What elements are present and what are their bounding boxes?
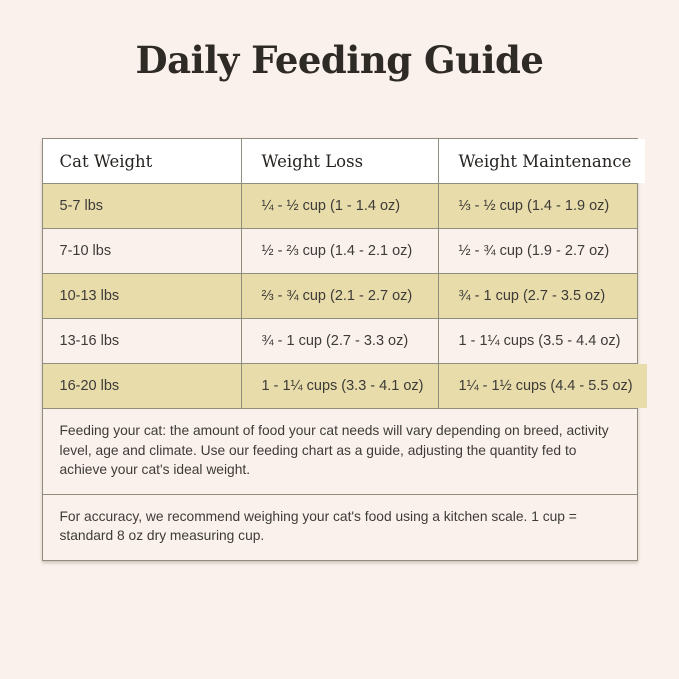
cell-cat-weight: 16-20 lbs bbox=[43, 364, 242, 408]
table-row bbox=[43, 364, 637, 409]
column-header-weight-loss: Weight Loss bbox=[242, 139, 439, 183]
feeding-table bbox=[42, 138, 638, 561]
cell-weight-maintenance: ⅓ - ½ cup (1.4 - 1.9 oz) bbox=[439, 184, 637, 228]
cell-weight-loss: ¾ - 1 cup (2.7 - 3.3 oz) bbox=[242, 319, 439, 363]
cell-weight-loss: ¼ - ½ cup (1 - 1.4 oz) bbox=[242, 184, 439, 228]
measuring-accuracy-note: For accuracy, we recommend weighing your cat's food using a kitchen scale. 1 cup = standard 8 oz dry measuring cup. bbox=[43, 494, 637, 560]
column-header-weight-maintenance: Weight Maintenance bbox=[439, 139, 646, 183]
cell-cat-weight: 7-10 lbs bbox=[43, 229, 242, 273]
table-header-row bbox=[43, 139, 637, 184]
cell-cat-weight: 5-7 lbs bbox=[43, 184, 242, 228]
cell-weight-loss: ⅔ - ¾ cup (2.1 - 2.7 oz) bbox=[242, 274, 439, 318]
cell-weight-loss: 1 - 1¼ cups (3.3 - 4.1 oz) bbox=[242, 364, 439, 408]
cell-weight-maintenance: ½ - ¾ cup (1.9 - 2.7 oz) bbox=[439, 229, 637, 273]
table-row bbox=[43, 229, 637, 274]
cell-weight-maintenance: 1¼ - 1½ cups (4.4 - 5.5 oz) bbox=[439, 364, 647, 408]
page-title: Daily Feeding Guide bbox=[135, 38, 544, 82]
feeding-advice-note: Feeding your cat: the amount of food your cat needs will vary depending on breed, activity level, age and climate. Use our feeding chart as a guide, adjusting the quantity fed to achieve your cat's ideal weight. bbox=[43, 409, 637, 494]
table-row bbox=[43, 319, 637, 364]
cell-cat-weight: 10-13 lbs bbox=[43, 274, 242, 318]
cell-weight-maintenance: 1 - 1¼ cups (3.5 - 4.4 oz) bbox=[439, 319, 637, 363]
cell-weight-loss: ½ - ⅔ cup (1.4 - 2.1 oz) bbox=[242, 229, 439, 273]
table-row bbox=[43, 184, 637, 229]
table-row bbox=[43, 274, 637, 319]
cell-weight-maintenance: ¾ - 1 cup (2.7 - 3.5 oz) bbox=[439, 274, 637, 318]
cell-cat-weight: 13-16 lbs bbox=[43, 319, 242, 363]
column-header-cat-weight: Cat Weight bbox=[43, 139, 242, 183]
